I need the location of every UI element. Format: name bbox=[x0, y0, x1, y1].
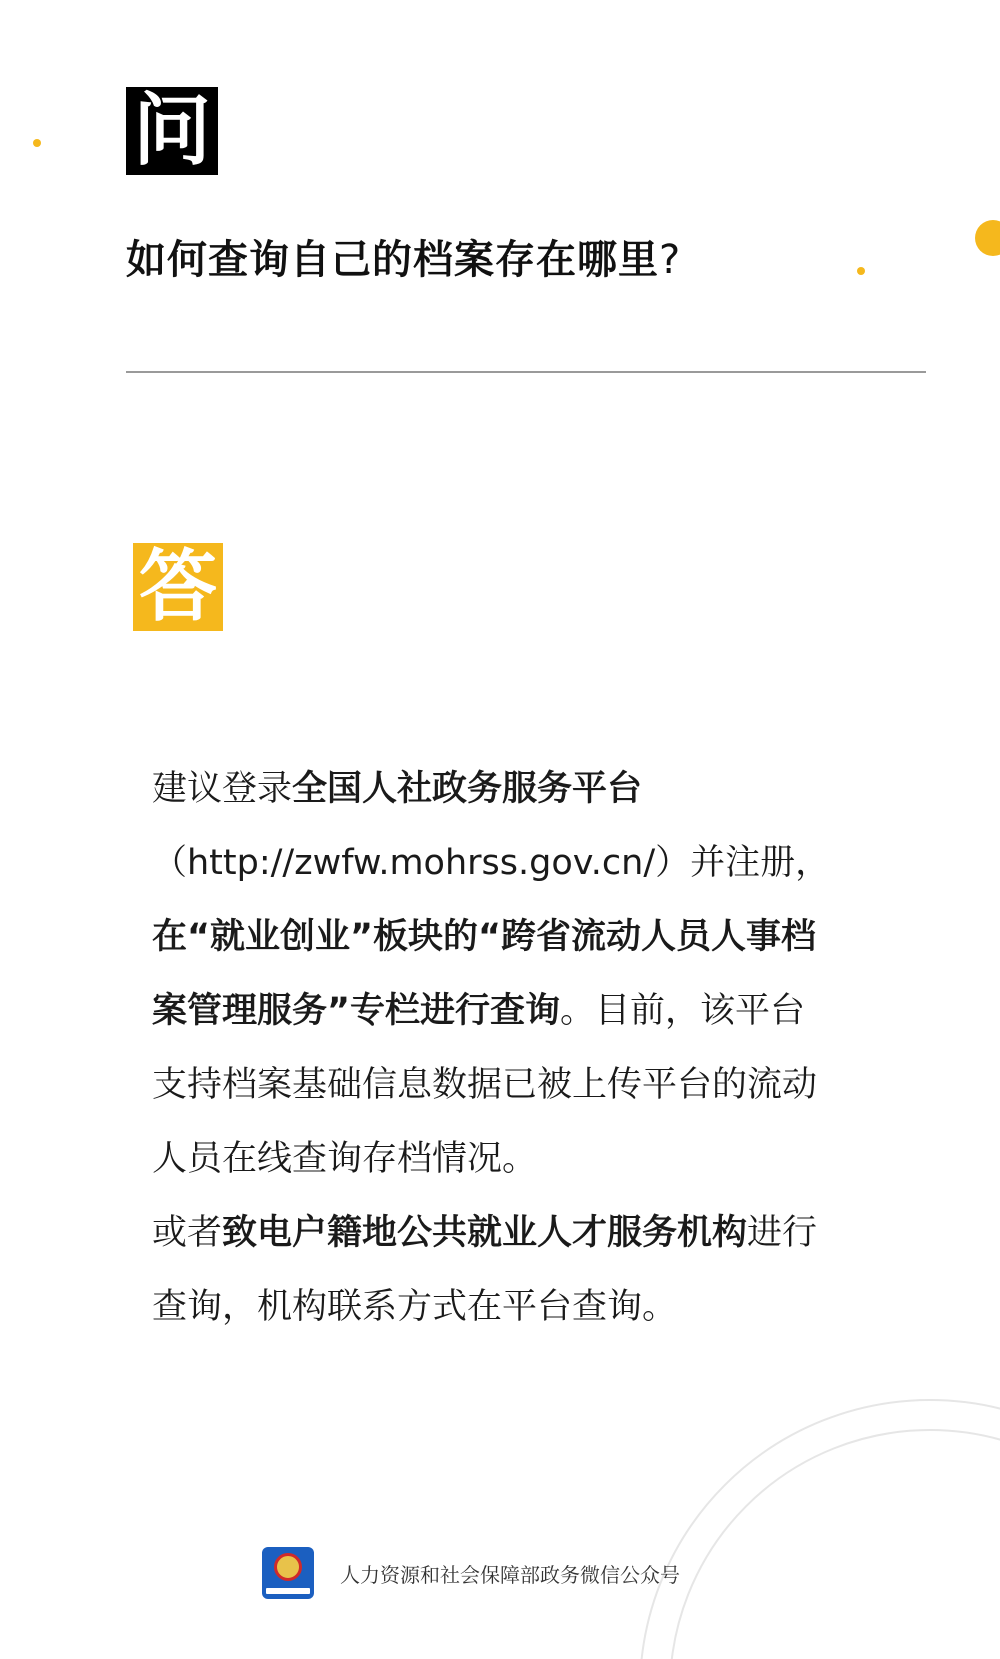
answer-body bbox=[152, 752, 832, 1344]
arcs-graphic bbox=[640, 1360, 1000, 1659]
decorative-dot-large bbox=[975, 220, 1000, 256]
answer-text: （http://zwfw.mohrss.gov.cn/）并注册， bbox=[152, 843, 831, 883]
answer-bold: 致电户籍地公共就业人才服务机构 bbox=[222, 1213, 748, 1253]
answer-bold: 在“就业创业”板块的“跨省流动人员人事档案管理服务”专栏进行查询 bbox=[152, 917, 817, 1031]
question-title bbox=[126, 228, 681, 285]
answer-mark-glyph: 答 bbox=[133, 543, 223, 631]
decorative-dot bbox=[857, 267, 865, 275]
answer-paragraph-2 bbox=[152, 1196, 832, 1344]
emblem-seal bbox=[274, 1553, 302, 1581]
divider bbox=[126, 371, 926, 373]
footer bbox=[262, 1547, 680, 1599]
decorative-arcs bbox=[640, 1360, 1000, 1659]
question-text: 如何查询自己的档案存在哪里 bbox=[126, 237, 659, 283]
answer-text: 进行查询，机构联系方式在平台查询。 bbox=[152, 1213, 818, 1327]
answer-bold: 全国人社政务服务平台 bbox=[292, 769, 643, 809]
national-emblem-icon bbox=[262, 1547, 314, 1599]
answer-paragraph-1 bbox=[152, 752, 832, 1196]
emblem-strip bbox=[266, 1588, 310, 1594]
question-punct: ? bbox=[659, 237, 682, 283]
footer-account-name: 人力资源和社会保障部政务微信公众号 bbox=[340, 1562, 680, 1587]
answer-text: 或者 bbox=[152, 1213, 223, 1253]
decorative-dot bbox=[33, 139, 41, 147]
question-mark-glyph: 问 bbox=[126, 87, 218, 175]
answer-text: 。目前，该平台支持档案基础信息数据已被上传平台的流动人员在线查询存档情况。 bbox=[152, 991, 818, 1179]
answer-text: 建议登录 bbox=[152, 769, 293, 809]
